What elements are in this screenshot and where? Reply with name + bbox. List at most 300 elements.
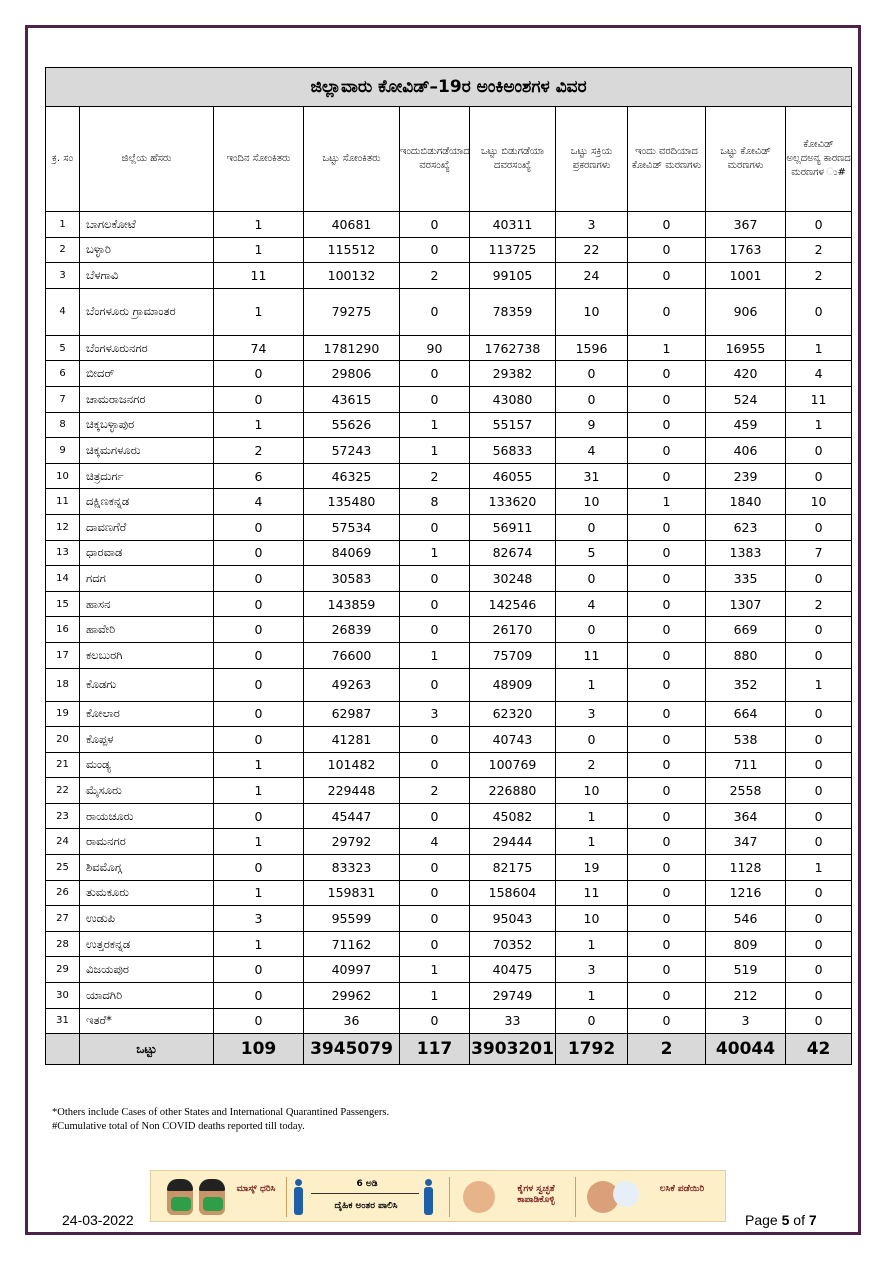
footnotes <box>52 1106 389 1134</box>
cell-today: 1 <box>214 212 304 238</box>
cell-non-covid: 0 <box>786 957 852 983</box>
cell-non-covid: 0 <box>786 438 852 464</box>
cell-total: 84069 <box>304 540 400 566</box>
table-row <box>46 591 852 617</box>
handwash-icon <box>463 1181 495 1213</box>
table-title: ಜಿಲ್ಲಾವಾರು ಕೋವಿಡ್–19ರ ಅಂಕಿಅಂಶಗಳ ವಿವರ <box>46 68 852 107</box>
cell-disch-today: 2 <box>400 463 470 489</box>
cell-total: 229448 <box>304 778 400 804</box>
cell-deaths-today: 0 <box>628 829 706 855</box>
table-row <box>46 642 852 668</box>
cell-name: ಬೀದರ್ <box>80 361 214 387</box>
column-header: ಇಂದಿನ ಸೋಂಕಿತರು <box>214 107 304 212</box>
cell-deaths-total: 546 <box>706 906 786 932</box>
cell-today: 0 <box>214 566 304 592</box>
cell-disch-today: 0 <box>400 237 470 263</box>
cell-disch-total: 43080 <box>470 386 556 412</box>
cell-sl: 29 <box>46 957 80 983</box>
cell-non-covid: 1 <box>786 412 852 438</box>
cell-active: 1 <box>556 931 628 957</box>
cell-deaths-today: 0 <box>628 642 706 668</box>
cell-name: ಚಿಕ್ಕಬಳ್ಳಾಪುರ <box>80 412 214 438</box>
cell-disch-today: 0 <box>400 906 470 932</box>
cell-sl: 16 <box>46 617 80 643</box>
page-total: 7 <box>808 1212 817 1228</box>
cell-total: 49263 <box>304 668 400 701</box>
cell-non-covid: 0 <box>786 1008 852 1034</box>
cell-active: 10 <box>556 288 628 335</box>
cell-deaths-today: 0 <box>628 957 706 983</box>
cell-sl: 28 <box>46 931 80 957</box>
cell-non-covid: 1 <box>786 668 852 701</box>
cell-deaths-total: 3 <box>706 1008 786 1034</box>
cell-active: 2 <box>556 752 628 778</box>
cell-total: 29806 <box>304 361 400 387</box>
cell-deaths-total: 664 <box>706 701 786 727</box>
cell-deaths-today: 0 <box>628 752 706 778</box>
cell-total: 55626 <box>304 412 400 438</box>
cell-disch-total: 40475 <box>470 957 556 983</box>
cell-sl: 8 <box>46 412 80 438</box>
cell-active: 31 <box>556 463 628 489</box>
cell-name: ರಾಮನಗರ <box>80 829 214 855</box>
table-row <box>46 288 852 335</box>
cell-disch-today: 0 <box>400 212 470 238</box>
cell-today: 0 <box>214 514 304 540</box>
cell-active: 3 <box>556 701 628 727</box>
cell-non-covid: 0 <box>786 288 852 335</box>
cell-disch-today: 2 <box>400 778 470 804</box>
cell-disch-total: 133620 <box>470 489 556 515</box>
cell-deaths-total: 519 <box>706 957 786 983</box>
table-row <box>46 237 852 263</box>
cell-today: 0 <box>214 591 304 617</box>
cell-today: 0 <box>214 855 304 881</box>
cell-sl: 26 <box>46 880 80 906</box>
cell-name: ಕೋಲಾರ <box>80 701 214 727</box>
cell-deaths-total: 1307 <box>706 591 786 617</box>
cell-deaths-today: 0 <box>628 803 706 829</box>
cell-deaths-today: 0 <box>628 591 706 617</box>
table-row <box>46 668 852 701</box>
cell-total: 40997 <box>304 957 400 983</box>
cell-active: 22 <box>556 237 628 263</box>
page-word: Page <box>745 1212 778 1228</box>
cell-name: ಬೆಂಗಳೂರುನಗರ <box>80 335 214 361</box>
cell-deaths-today: 0 <box>628 668 706 701</box>
cell-disch-total: 33 <box>470 1008 556 1034</box>
total-today: 109 <box>214 1034 304 1065</box>
cell-today: 0 <box>214 957 304 983</box>
cell-sl: 27 <box>46 906 80 932</box>
cell-active: 3 <box>556 957 628 983</box>
cell-total: 100132 <box>304 263 400 289</box>
cell-disch-today: 8 <box>400 489 470 515</box>
cell-total: 57534 <box>304 514 400 540</box>
cell-deaths-total: 906 <box>706 288 786 335</box>
cell-name: ಬಾಗಲಕೋಟೆ <box>80 212 214 238</box>
cell-name: ಮಂಡ್ಯ <box>80 752 214 778</box>
cell-deaths-today: 0 <box>628 288 706 335</box>
cell-today: 3 <box>214 906 304 932</box>
cell-name: ಯಾದಗಿರಿ <box>80 983 214 1009</box>
total-total: 3945079 <box>304 1034 400 1065</box>
cell-today: 11 <box>214 263 304 289</box>
cell-sl: 25 <box>46 855 80 881</box>
person-icon <box>293 1179 303 1215</box>
cell-deaths-total: 711 <box>706 752 786 778</box>
cell-active: 24 <box>556 263 628 289</box>
distance-value: 6 ಅಡಿ <box>356 1179 378 1189</box>
cell-active: 10 <box>556 906 628 932</box>
cell-total: 45447 <box>304 803 400 829</box>
cell-today: 0 <box>214 361 304 387</box>
table-row <box>46 335 852 361</box>
cell-name: ಶಿವಮೊಗ್ಗ <box>80 855 214 881</box>
banner-divider <box>575 1177 576 1217</box>
cell-active: 0 <box>556 727 628 753</box>
cell-disch-today: 0 <box>400 752 470 778</box>
cell-name: ಮೈಸೂರು <box>80 778 214 804</box>
cell-disch-today: 0 <box>400 668 470 701</box>
cell-today: 0 <box>214 668 304 701</box>
cell-deaths-total: 367 <box>706 212 786 238</box>
mask-text: ಮಾಸ್ಕ್ ಧರಿಸಿ <box>236 1184 276 1194</box>
cell-disch-today: 1 <box>400 438 470 464</box>
cell-deaths-total: 1001 <box>706 263 786 289</box>
cell-total: 41281 <box>304 727 400 753</box>
cell-disch-total: 78359 <box>470 288 556 335</box>
cell-non-covid: 0 <box>786 752 852 778</box>
table-row <box>46 463 852 489</box>
total-deaths-total: 40044 <box>706 1034 786 1065</box>
cell-disch-total: 45082 <box>470 803 556 829</box>
cell-today: 1 <box>214 237 304 263</box>
table-row <box>46 540 852 566</box>
footnote-non-covid: #Cumulative total of Non COVID deaths reported till today. <box>52 1121 305 1132</box>
cell-disch-total: 56911 <box>470 514 556 540</box>
cell-non-covid: 0 <box>786 931 852 957</box>
column-header: ಒಟ್ಟು ಬಿಡುಗಡೆಯಾ ದವರಸಂಖ್ಯೆ <box>470 107 556 212</box>
cell-disch-total: 158604 <box>470 880 556 906</box>
total-label: ಒಟ್ಟು <box>80 1034 214 1065</box>
cell-non-covid: 0 <box>786 778 852 804</box>
table-row <box>46 489 852 515</box>
table-row <box>46 566 852 592</box>
cell-non-covid: 2 <box>786 591 852 617</box>
cell-deaths-today: 0 <box>628 463 706 489</box>
cell-total: 79275 <box>304 288 400 335</box>
column-header: ಒಟ್ಟು ಸೋಂಕಿತರು <box>304 107 400 212</box>
cell-deaths-total: 239 <box>706 463 786 489</box>
cell-today: 1 <box>214 829 304 855</box>
column-header: ಕ್ರ. ಸಂ <box>46 107 80 212</box>
cell-non-covid: 0 <box>786 566 852 592</box>
cell-deaths-total: 420 <box>706 361 786 387</box>
cell-sl: 2 <box>46 237 80 263</box>
cell-active: 0 <box>556 617 628 643</box>
cell-active: 0 <box>556 1008 628 1034</box>
cell-total: 26839 <box>304 617 400 643</box>
report-date: 24-03-2022 <box>62 1212 134 1228</box>
cell-name: ಕೊಡಗು <box>80 668 214 701</box>
cell-sl: 19 <box>46 701 80 727</box>
cell-disch-today: 1 <box>400 957 470 983</box>
cell-disch-total: 142546 <box>470 591 556 617</box>
cell-today: 0 <box>214 701 304 727</box>
cell-deaths-total: 364 <box>706 803 786 829</box>
cell-active: 0 <box>556 566 628 592</box>
cell-sl: 21 <box>46 752 80 778</box>
cell-non-covid: 1 <box>786 335 852 361</box>
cell-disch-today: 0 <box>400 855 470 881</box>
table-row <box>46 617 852 643</box>
column-header: ಜಿಲ್ಲೆಯ ಹೆಸರು <box>80 107 214 212</box>
totals-row <box>46 1034 852 1065</box>
cell-sl: 24 <box>46 829 80 855</box>
cell-disch-today: 90 <box>400 335 470 361</box>
cell-disch-today: 1 <box>400 412 470 438</box>
table-row <box>46 727 852 753</box>
cell-active: 3 <box>556 212 628 238</box>
cell-deaths-total: 459 <box>706 412 786 438</box>
cell-deaths-today: 0 <box>628 880 706 906</box>
cell-deaths-today: 0 <box>628 1008 706 1034</box>
cell-disch-total: 95043 <box>470 906 556 932</box>
cell-active: 0 <box>556 514 628 540</box>
cell-disch-total: 40311 <box>470 212 556 238</box>
cell-sl: 1 <box>46 212 80 238</box>
cell-deaths-total: 347 <box>706 829 786 855</box>
cell-sl: 11 <box>46 489 80 515</box>
cell-disch-today: 0 <box>400 288 470 335</box>
cell-deaths-total: 16955 <box>706 335 786 361</box>
cell-total: 135480 <box>304 489 400 515</box>
distance-arrow-icon <box>311 1193 419 1194</box>
cell-disch-today: 1 <box>400 540 470 566</box>
cell-disch-total: 70352 <box>470 931 556 957</box>
vaccine-text: ಲಸಿಕೆ ಪಡೆಯಿರಿ <box>659 1184 705 1194</box>
cell-name: ಬೆಳಗಾವಿ <box>80 263 214 289</box>
cell-non-covid: 4 <box>786 361 852 387</box>
cell-disch-total: 29382 <box>470 361 556 387</box>
cell-non-covid: 0 <box>786 983 852 1009</box>
cell-deaths-today: 0 <box>628 617 706 643</box>
cell-deaths-total: 352 <box>706 668 786 701</box>
cell-name: ಬಳ್ಳಾರಿ <box>80 237 214 263</box>
cell-total: 57243 <box>304 438 400 464</box>
column-header: ಇಂದುಬಿಡುಗಡೆಯಾದ ವರಸಂಖ್ಯೆ <box>400 107 470 212</box>
cell-deaths-today: 0 <box>628 983 706 1009</box>
cell-today: 1 <box>214 288 304 335</box>
cell-total: 29962 <box>304 983 400 1009</box>
cell-disch-today: 2 <box>400 263 470 289</box>
cell-non-covid: 7 <box>786 540 852 566</box>
cell-active: 1596 <box>556 335 628 361</box>
cell-non-covid: 0 <box>786 803 852 829</box>
total-non-covid: 42 <box>786 1034 852 1065</box>
cell-sl: 4 <box>46 288 80 335</box>
cell-sl: 22 <box>46 778 80 804</box>
cell-deaths-today: 0 <box>628 778 706 804</box>
table-row <box>46 829 852 855</box>
cell-non-covid: 0 <box>786 906 852 932</box>
cell-sl: 23 <box>46 803 80 829</box>
cell-deaths-total: 1216 <box>706 880 786 906</box>
cell-disch-total: 29444 <box>470 829 556 855</box>
cell-total: 43615 <box>304 386 400 412</box>
cell-deaths-total: 1763 <box>706 237 786 263</box>
cell-today: 2 <box>214 438 304 464</box>
cell-total: 76600 <box>304 642 400 668</box>
cell-deaths-total: 524 <box>706 386 786 412</box>
cell-non-covid: 0 <box>786 642 852 668</box>
hands-text: ಕೈಗಳ ಸ್ವಚ್ಛತೆ ಕಾಪಾಡಿಕೊಳ್ಳಿ <box>517 1184 555 1205</box>
cell-name: ಹಾವೇರಿ <box>80 617 214 643</box>
column-header: ಕೋವಿಡ್ ಅಲ್ಲದಅನ್ಯ ಕಾರಣದ ಮರಣಗಳ ು# <box>786 107 852 212</box>
cell-disch-today: 3 <box>400 701 470 727</box>
cell-active: 5 <box>556 540 628 566</box>
table-row <box>46 983 852 1009</box>
cell-deaths-total: 538 <box>706 727 786 753</box>
cell-deaths-today: 0 <box>628 212 706 238</box>
cell-non-covid: 10 <box>786 489 852 515</box>
cell-active: 0 <box>556 361 628 387</box>
cell-sl: 15 <box>46 591 80 617</box>
cell-deaths-today: 1 <box>628 489 706 515</box>
table-row <box>46 438 852 464</box>
banner-divider <box>449 1177 450 1217</box>
cell-total: 159831 <box>304 880 400 906</box>
cell-name: ವಿಜಯಪುರ <box>80 957 214 983</box>
table-row <box>46 906 852 932</box>
table-row <box>46 752 852 778</box>
cell-name: ರಾಯಚೂರು <box>80 803 214 829</box>
cell-total: 40681 <box>304 212 400 238</box>
cell-active: 1 <box>556 803 628 829</box>
cell-deaths-today: 1 <box>628 335 706 361</box>
cell-sl: 31 <box>46 1008 80 1034</box>
cell-disch-total: 226880 <box>470 778 556 804</box>
table-row <box>46 212 852 238</box>
total-disch-total: 3903201 <box>470 1034 556 1065</box>
cell-active: 4 <box>556 438 628 464</box>
person-icon <box>423 1179 433 1215</box>
cell-deaths-today: 0 <box>628 412 706 438</box>
cell-name: ಕೊಪ್ಪಳ <box>80 727 214 753</box>
table-row <box>46 778 852 804</box>
table-row <box>46 855 852 881</box>
page-number <box>745 1212 817 1228</box>
table-row <box>46 957 852 983</box>
cell-non-covid: 2 <box>786 237 852 263</box>
cell-disch-today: 0 <box>400 727 470 753</box>
cell-non-covid: 0 <box>786 463 852 489</box>
cell-disch-total: 1762738 <box>470 335 556 361</box>
cell-non-covid: 0 <box>786 617 852 643</box>
cell-disch-total: 113725 <box>470 237 556 263</box>
cell-disch-total: 26170 <box>470 617 556 643</box>
table-row <box>46 263 852 289</box>
cell-disch-total: 100769 <box>470 752 556 778</box>
cell-deaths-today: 0 <box>628 906 706 932</box>
table-row <box>46 412 852 438</box>
cell-deaths-today: 0 <box>628 727 706 753</box>
cell-sl: 20 <box>46 727 80 753</box>
cell-name: ಉತ್ತರಕನ್ನಡ <box>80 931 214 957</box>
cell-name: ಧಾರವಾಡ <box>80 540 214 566</box>
cell-active: 19 <box>556 855 628 881</box>
cell-active: 1 <box>556 829 628 855</box>
cell-deaths-total: 335 <box>706 566 786 592</box>
cell-disch-total: 29749 <box>470 983 556 1009</box>
cell-today: 0 <box>214 803 304 829</box>
cell-disch-today: 4 <box>400 829 470 855</box>
cell-total: 143859 <box>304 591 400 617</box>
doctor-icon <box>613 1181 639 1207</box>
cell-deaths-today: 0 <box>628 263 706 289</box>
cell-name: ಚಿಕ್ಕಮಗಳೂರು <box>80 438 214 464</box>
cell-deaths-today: 0 <box>628 855 706 881</box>
cell-deaths-today: 0 <box>628 237 706 263</box>
cell-sl: 18 <box>46 668 80 701</box>
cell-disch-today: 0 <box>400 361 470 387</box>
banner-divider <box>286 1177 287 1217</box>
cell-today: 6 <box>214 463 304 489</box>
cell-disch-total: 82175 <box>470 855 556 881</box>
cell-name: ದಾವಣಗೆರೆ <box>80 514 214 540</box>
cell-total: 95599 <box>304 906 400 932</box>
cell-disch-total: 82674 <box>470 540 556 566</box>
cell-deaths-total: 212 <box>706 983 786 1009</box>
cell-non-covid: 0 <box>786 701 852 727</box>
cell-active: 1 <box>556 983 628 1009</box>
cell-deaths-total: 623 <box>706 514 786 540</box>
cell-total: 83323 <box>304 855 400 881</box>
cell-name: ಚಾಮರಾಜನಗರ <box>80 386 214 412</box>
column-header: ಒಟ್ಟು ಸಕ್ರಿಯ ಪ್ರಕರಣಗಳು <box>556 107 628 212</box>
page-of: of <box>793 1212 805 1228</box>
cell-today: 1 <box>214 412 304 438</box>
cell-name: ಗದಗ <box>80 566 214 592</box>
cell-deaths-total: 809 <box>706 931 786 957</box>
cell-sl: 3 <box>46 263 80 289</box>
cell-deaths-total: 880 <box>706 642 786 668</box>
total-active: 1792 <box>556 1034 628 1065</box>
column-header: ಇಂದು ವರದಿಯಾದ ಕೋವಿಡ್ ಮರಣಗಳು <box>628 107 706 212</box>
cell-today: 0 <box>214 727 304 753</box>
table-row <box>46 361 852 387</box>
cell-today: 4 <box>214 489 304 515</box>
cell-sl: 7 <box>46 386 80 412</box>
cell-non-covid: 0 <box>786 880 852 906</box>
cell-active: 4 <box>556 591 628 617</box>
cell-today: 1 <box>214 778 304 804</box>
cell-deaths-total: 2558 <box>706 778 786 804</box>
distance-text: ದೈಹಿಕ ಅಂತರ ಪಾಲಿಸಿ <box>334 1201 398 1211</box>
cell-deaths-total: 1840 <box>706 489 786 515</box>
district-covid-table <box>45 67 852 1065</box>
cell-total: 46325 <box>304 463 400 489</box>
cell-disch-total: 75709 <box>470 642 556 668</box>
cell-name: ಕಲಬುರಗಿ <box>80 642 214 668</box>
cell-disch-today: 0 <box>400 514 470 540</box>
cell-name: ಹಾಸನ <box>80 591 214 617</box>
cell-deaths-total: 1383 <box>706 540 786 566</box>
cell-sl: 9 <box>46 438 80 464</box>
cell-disch-total: 48909 <box>470 668 556 701</box>
footnote-others: *Others include Cases of other States and International Quarantined Passengers. <box>52 1107 390 1118</box>
